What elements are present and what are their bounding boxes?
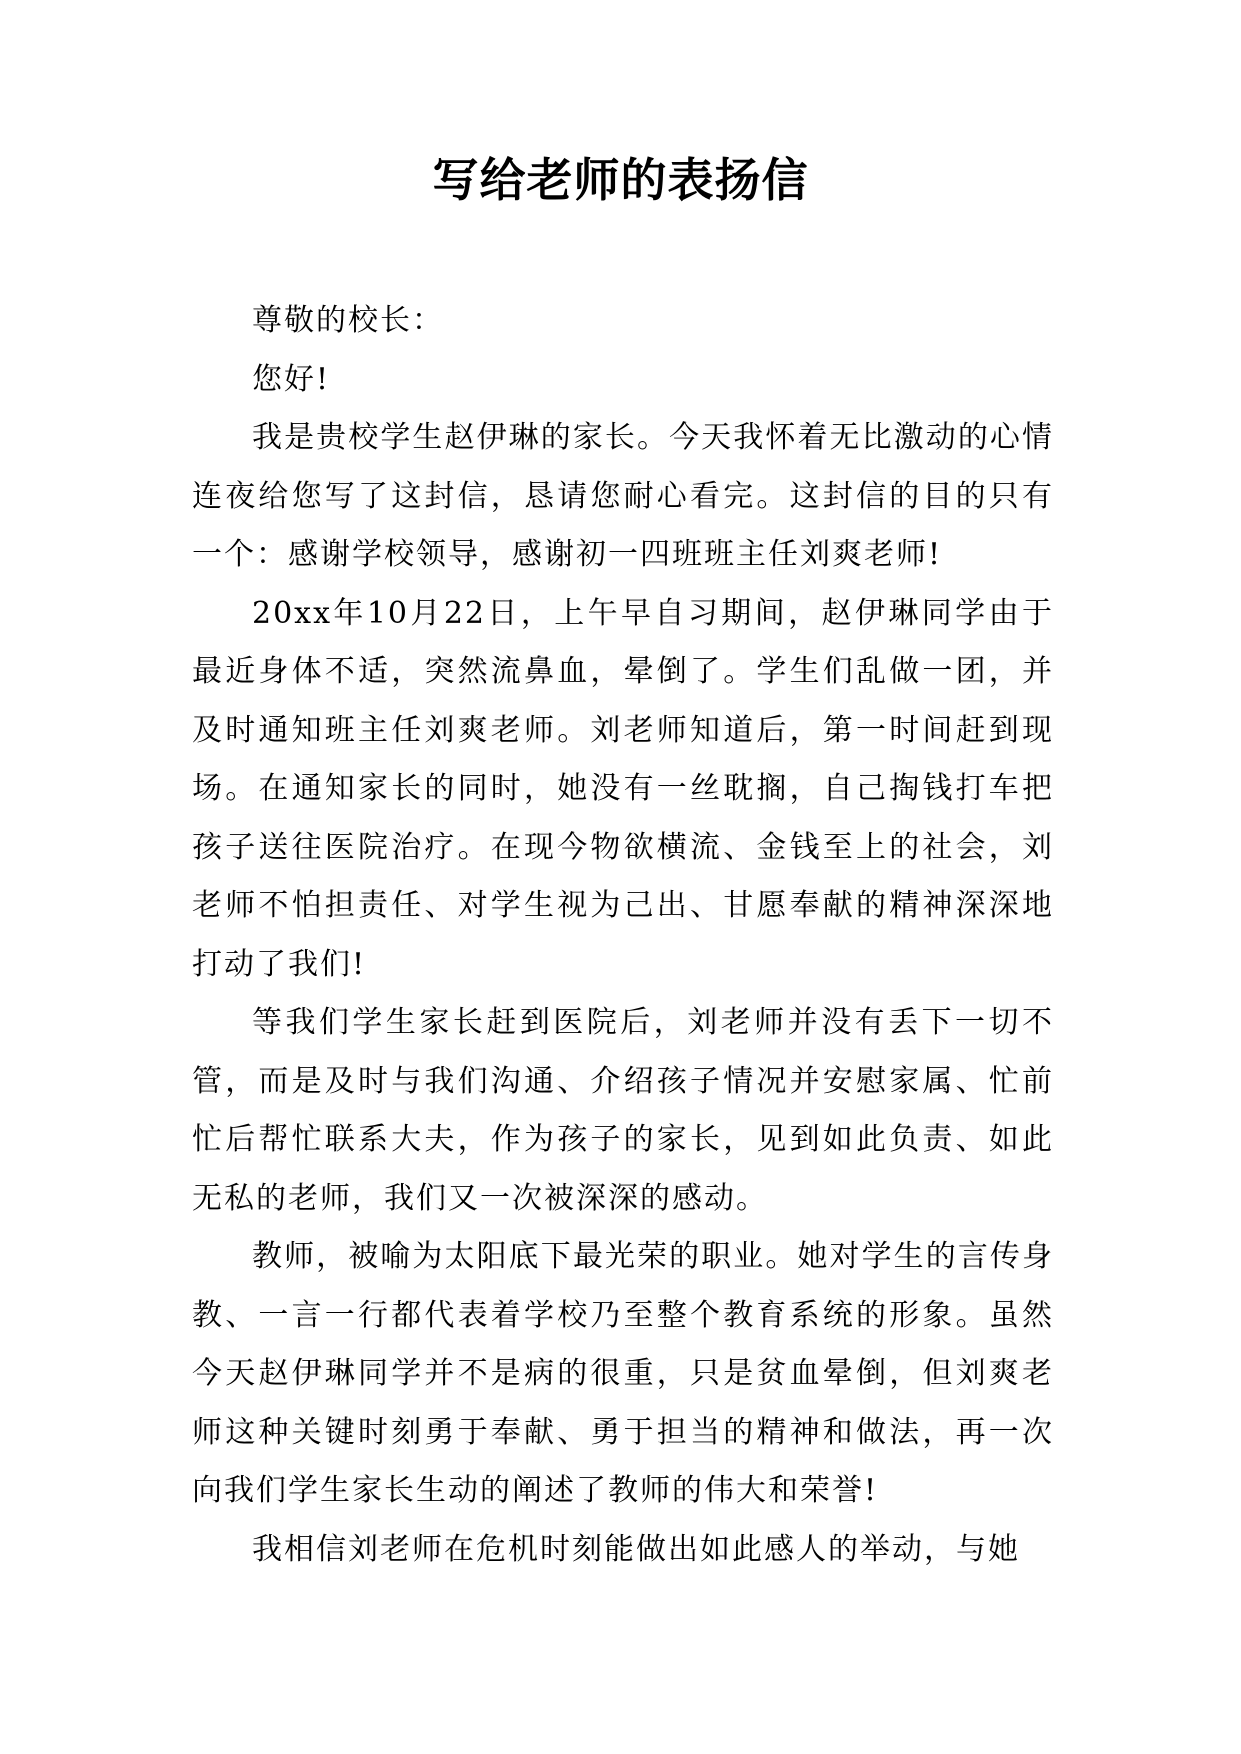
paragraph: 教师，被喻为太阳底下最光荣的职业。她对学生的言传身教、一言一行都代表着学校乃至整个教育系统的形象。虽然今天赵伊琳同学并不是病的很重，只是贫血晕倒，但刘爽老师这种关键时刻勇于奉献、勇于担当的精神和做法，再一次向我们学生家长生动的阐述了教师的伟大和荣誉!: [192, 1239, 1054, 1508]
document-title: 写给老师的表扬信: [432, 153, 809, 207]
greeting: 您好!: [252, 361, 331, 397]
paragraph: 等我们学生家长赶到医院后，刘老师并没有丢下一切不管，而是及时与我们沟通、介绍孩子情况并安慰家属、忙前忙后帮忙联系大夫，作为孩子的家长，见到如此负责、如此无私的老师，我们又一次被深深的感动。: [192, 1005, 1054, 1216]
paragraph: 我相信刘老师在危机时刻能做出如此感人的举动，与她: [252, 1531, 1020, 1567]
paragraph: 我是贵校学生赵伊琳的家长。今天我怀着无比激动的心情连夜给您写了这封信，恳请您耐心看完。这封信的目的只有一个：感谢学校领导，感谢初一四班班主任刘爽老师!: [192, 420, 1054, 572]
salutation: 尊敬的校长：: [252, 303, 444, 338]
paragraph: 20xx年10月22日，上午早自习期间，赵伊琳同学由于最近身体不适，突然流鼻血，晕倒了。学生们乱做一团，并及时通知班主任刘爽老师。刘老师知道后，第一时间赶到现场。在通知家长的同时，她没有一丝耽搁，自己掏钱打车把孩子送往医院治疗。在现今物欲横流、金钱至上的社会，刘老师不怕担责任、对学生视为己出、甘愿奉献的精神深深地打动了我们!: [192, 595, 1054, 982]
letter-body: [192, 292, 1054, 1579]
